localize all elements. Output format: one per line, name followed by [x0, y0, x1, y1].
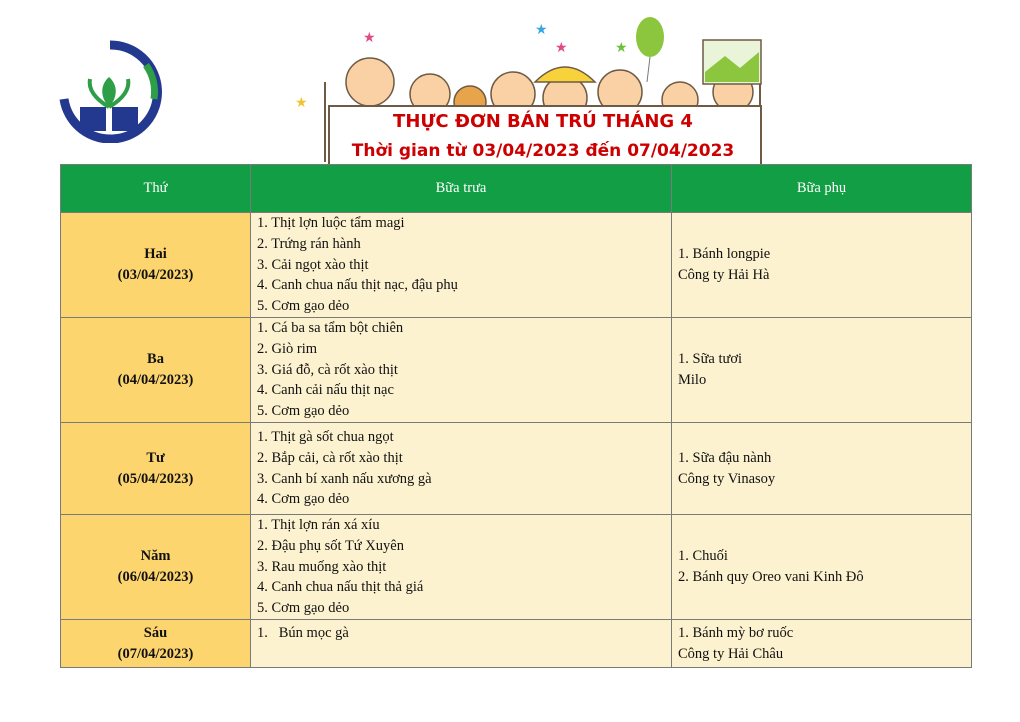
school-logo-icon	[50, 37, 168, 143]
snack-item: 1. Sữa tươi	[678, 351, 743, 367]
header-lunch: Bữa trưa	[251, 165, 672, 213]
lunch-cell	[251, 318, 672, 423]
lunch-item: 5. Cơm gạo dẻo	[257, 600, 350, 617]
lunch-item: 1. Bún mọc gà	[257, 625, 349, 641]
lunch-item: 3. Canh bí xanh nấu xương gà	[257, 470, 432, 487]
lunch-item: 3. Giá đỗ, cà rốt xào thịt	[257, 361, 398, 378]
lunch-item: 1. Thịt lợn luộc tẩm magi	[257, 215, 405, 231]
day-name: Ba	[147, 351, 164, 367]
day-name: Năm	[140, 548, 171, 564]
header-day: Thứ	[61, 165, 251, 213]
day-date: (05/04/2023)	[117, 470, 194, 487]
day-cell	[61, 423, 251, 515]
lunch-item: 1. Thịt lợn rán xá xíu	[257, 517, 380, 533]
day-date: (07/04/2023)	[117, 645, 194, 662]
table-row	[61, 620, 972, 668]
lunch-cell	[251, 515, 672, 620]
page-title: THỰC ĐƠN BÁN TRÚ THÁNG 4	[393, 111, 693, 132]
day-date: (04/04/2023)	[117, 372, 194, 388]
lunch-item: 2. Trứng rán hành	[257, 235, 361, 252]
day-cell	[61, 620, 251, 668]
snack-cell	[672, 318, 972, 423]
lunch-cell	[251, 213, 672, 318]
snack-item: Công ty Vinasoy	[678, 470, 776, 487]
day-name: Sáu	[143, 624, 168, 641]
snack-item: 2. Bánh quy Oreo vani Kinh Đô	[678, 569, 864, 585]
lunch-item: 4. Canh chua nấu thịt nạc, đậu phụ	[257, 277, 458, 294]
snack-item: 1. Bánh mỳ bơ ruốc	[678, 624, 794, 641]
svg-text:★: ★	[363, 30, 376, 46]
day-cell	[61, 318, 251, 423]
lunch-item: 4. Canh chua nấu thịt thả giá	[257, 579, 424, 596]
header-snack: Bữa phụ	[672, 165, 972, 213]
day-name: Hai	[144, 246, 167, 262]
snack-item: 1. Sữa đậu nành	[678, 449, 772, 466]
lunch-item: 1. Cá ba sa tẩm bột chiên	[257, 320, 404, 336]
day-date: (03/04/2023)	[117, 267, 194, 283]
day-cell	[61, 213, 251, 318]
snack-item: Công ty Hải Hà	[678, 267, 770, 283]
snack-cell	[672, 515, 972, 620]
svg-text:★: ★	[295, 95, 308, 111]
lunch-item: 3. Cải ngọt xào thịt	[257, 256, 369, 273]
lunch-cell	[251, 620, 672, 668]
lunch-item: 2. Bắp cải, cà rốt xào thịt	[257, 449, 403, 466]
svg-text:★: ★	[615, 40, 628, 56]
table-row	[61, 213, 972, 318]
lunch-cell	[251, 423, 672, 515]
lunch-item: 2. Đậu phụ sốt Tứ Xuyên	[257, 537, 404, 554]
day-date: (06/04/2023)	[117, 569, 194, 585]
lunch-item: 1. Thịt gà sốt chua ngọt	[257, 428, 394, 445]
menu-table	[60, 164, 972, 668]
snack-cell	[672, 423, 972, 515]
lunch-item: 2. Giò rim	[257, 340, 318, 357]
table-row	[61, 318, 972, 423]
svg-text:★: ★	[535, 22, 548, 38]
svg-text:★: ★	[555, 40, 568, 56]
table-row	[61, 515, 972, 620]
lunch-item: 5. Cơm gạo dẻo	[257, 298, 350, 315]
lunch-item: 4. Cơm gạo dẻo	[257, 491, 350, 508]
snack-item: 1. Chuối	[678, 548, 728, 564]
table-header-row	[61, 165, 972, 213]
lunch-item: 5. Cơm gạo dẻo	[257, 403, 350, 420]
lunch-item: 4. Canh cải nấu thịt nạc	[257, 382, 394, 399]
snack-item: 1. Bánh longpie	[678, 246, 771, 262]
lunch-item: 3. Rau muống xào thịt	[257, 558, 387, 575]
page-subtitle: Thời gian từ 03/04/2023 đến 07/04/2023	[351, 141, 735, 161]
snack-item: Công ty Hải Châu	[678, 645, 784, 662]
snack-cell	[672, 213, 972, 318]
snack-cell	[672, 620, 972, 668]
day-name: Tư	[146, 449, 165, 466]
table-row	[61, 423, 972, 515]
snack-item: Milo	[678, 372, 707, 388]
day-cell	[61, 515, 251, 620]
